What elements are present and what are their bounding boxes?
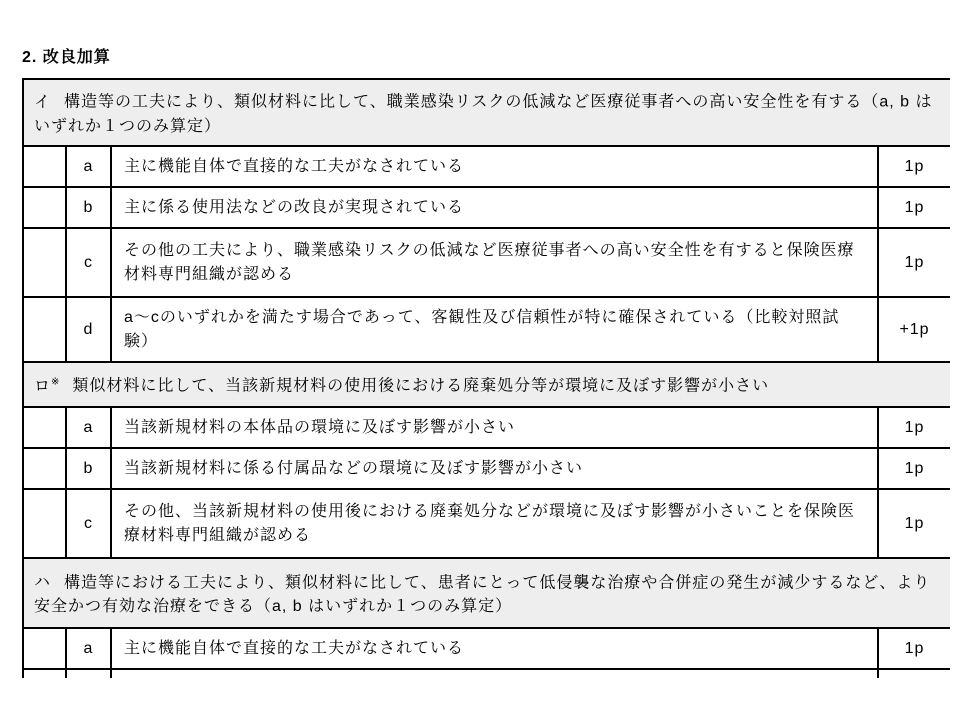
- row-points-cell: 1p: [878, 146, 950, 187]
- section-title-i: 構造等の工夫により、類似材料に比して、職業感染リスクの低減など医療従事者への高い安全性を有する（a, b はいずれか１つのみ算定）: [34, 93, 933, 135]
- section-header-row-ro: [23, 362, 950, 407]
- row-key-cell: b: [66, 187, 111, 228]
- section-header-cell-i: [23, 79, 950, 146]
- row-indent-cell: [23, 669, 66, 678]
- criteria-table-wrap: [22, 78, 950, 678]
- section-header-cell-ro: [23, 362, 950, 407]
- table-row: [23, 448, 950, 489]
- section-label-i: イ: [34, 93, 52, 111]
- row-indent-cell: [23, 228, 66, 297]
- row-points-cell: 1p: [878, 628, 950, 669]
- row-text-cell: 主に機能自体で直接的な工夫がなされている: [111, 628, 878, 669]
- row-indent-cell: [23, 489, 66, 558]
- row-points-cell: 1p: [878, 407, 950, 448]
- section-header-cell-ha: [23, 558, 950, 628]
- section-label-ha: ハ: [34, 574, 52, 592]
- row-text-cell: [111, 669, 878, 678]
- row-points-cell: 1p: [878, 228, 950, 297]
- section-label-ro: ロ※: [34, 376, 60, 395]
- row-key-cell: b: [66, 448, 111, 489]
- table-row: [23, 297, 950, 362]
- table-row: [23, 407, 950, 448]
- row-text-cell: その他、当該新規材料の使用後における廃棄処分などが環境に及ぼす影響が小さいことを保険医療材料専門組織が認める: [111, 489, 878, 558]
- page-title: 2. 改良加算: [22, 49, 111, 66]
- row-key-cell: c: [66, 228, 111, 297]
- section-title-ha: 構造等における工夫により、類似材料に比して、患者にとって低侵襲な治療や合併症の発生が減少するなど、より安全かつ有効な治療をできる（a, b はいずれか１つのみ算定）: [34, 574, 931, 616]
- row-points-cell: 1p: [878, 187, 950, 228]
- row-text-cell: 主に機能自体で直接的な工夫がなされている: [111, 146, 878, 187]
- row-key-cell: [66, 669, 111, 678]
- table-row: [23, 228, 950, 297]
- table-row: [23, 187, 950, 228]
- row-points-cell: +1p: [878, 297, 950, 362]
- section-header-row-ha: [23, 558, 950, 628]
- row-key-cell: d: [66, 297, 111, 362]
- criteria-table: [22, 78, 950, 678]
- row-indent-cell: [23, 187, 66, 228]
- row-key-cell: a: [66, 628, 111, 669]
- row-text-cell: 当該新規材料に係る付属品などの環境に及ぼす影響が小さい: [111, 448, 878, 489]
- table-row: [23, 489, 950, 558]
- row-key-cell: a: [66, 407, 111, 448]
- section-title-ro: 類似材料に比して、当該新規材料の使用後における廃棄処分等が環境に及ぼす影響が小さい: [72, 377, 770, 395]
- row-indent-cell: [23, 448, 66, 489]
- row-key-cell: c: [66, 489, 111, 558]
- row-key-cell: a: [66, 146, 111, 187]
- row-points-cell: [878, 669, 950, 678]
- row-indent-cell: [23, 146, 66, 187]
- row-indent-cell: [23, 407, 66, 448]
- row-indent-cell: [23, 297, 66, 362]
- row-points-cell: 1p: [878, 448, 950, 489]
- row-points-cell: 1p: [878, 489, 950, 558]
- row-text-cell: その他の工夫により、職業感染リスクの低減など医療従事者への高い安全性を有すると保険医療材料専門組織が認める: [111, 228, 878, 297]
- table-row-partial: [23, 669, 950, 678]
- table-row: [23, 628, 950, 669]
- row-indent-cell: [23, 628, 66, 669]
- row-text-cell: 主に係る使用法などの改良が実現されている: [111, 187, 878, 228]
- table-row: [23, 146, 950, 187]
- section-label-sup-ro: ※: [51, 376, 60, 388]
- section-header-row-i: [23, 79, 950, 146]
- row-text-cell: a～cのいずれかを満たす場合であって、客観性及び信頼性が特に確保されている（比較対照試験）: [111, 297, 878, 362]
- row-text-cell: 当該新規材料の本体品の環境に及ぼす影響が小さい: [111, 407, 878, 448]
